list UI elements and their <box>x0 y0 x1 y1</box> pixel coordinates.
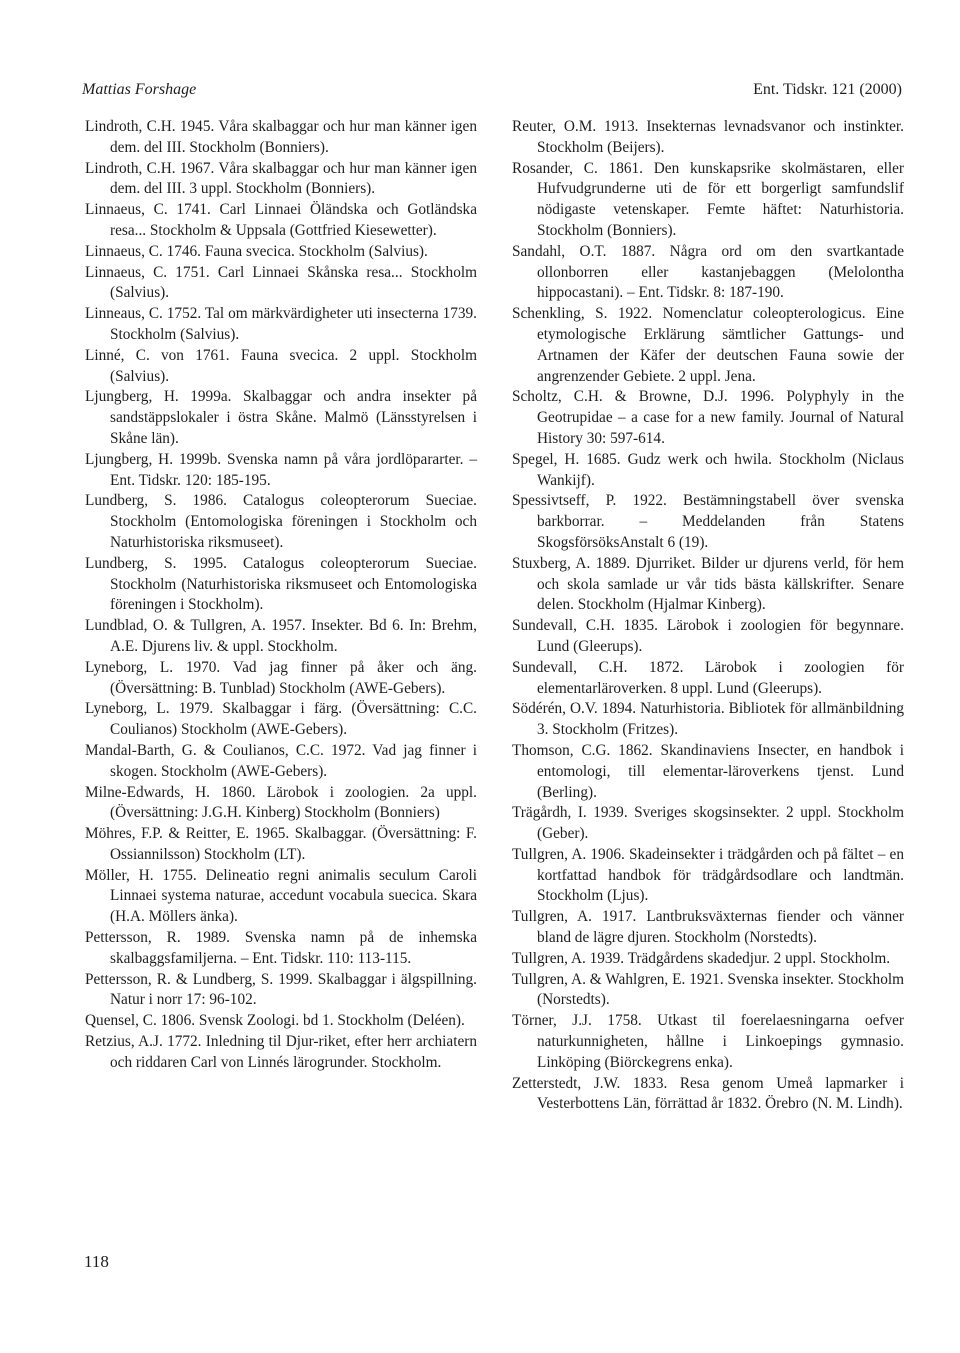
reference-entry: Lundberg, S. 1986. Catalogus coleopterorum Sueciae. Stockholm (Entomologiska föreningen i Stockholm och Naturhistoriska riksmuseet). <box>85 492 477 551</box>
reference-entry: Ljungberg, H. 1999b. Svenska namn på våra jordlöpararter. – Ent. Tidskr. 120: 185-195. <box>85 450 477 489</box>
reference-entry: Linneaus, C. 1752. Tal om märkvärdigheter uti insecterna 1739. Stockholm (Salvius). <box>85 305 477 343</box>
reference-entry: Pettersson, R. & Lundberg, S. 1999. Skalbaggar i älgspillning. Natur i norr 17: 96-102. <box>85 970 477 1009</box>
running-head-journal: Ent. Tidskr. 121 (2000) <box>753 81 902 98</box>
reference-entry: Sundevall, C.H. 1835. Lärobok i zoologien för begynnare. Lund (Gleerups). <box>512 617 904 655</box>
reference-entry: Södérén, O.V. 1894. Naturhistoria. Bibliotek för allmänbildning 3. Stockholm (Fritzes). <box>512 700 904 739</box>
reference-entry: Tullgren, A. 1906. Skadeinsekter i trädgården och på fältet – en kortfattad handbok för trädgårdsodlare och landtmän. Stockholm (Ljus). <box>512 845 904 905</box>
reference-entry: Lundblad, O. & Tullgren, A. 1957. Insekter. Bd 6. In: Brehm, A.E. Djurens liv. & uppl. Stockholm. <box>85 617 477 655</box>
reference-entry: Stuxberg, A. 1889. Djurriket. Bilder ur djurens verld, för hem och skola samlade ur vår tids bästa källskrifter. Senare delen. Stockholm (Hjalmar Kinberg). <box>512 554 904 614</box>
reference-entry: Pettersson, R. 1989. Svenska namn på de inhemska skalbaggsfamiljerna. – Ent. Tidskr. 110: 113-115. <box>85 929 477 967</box>
page-number: 118 <box>84 1252 109 1271</box>
references-right-column <box>512 117 904 1115</box>
reference-entry: Trägårdh, I. 1939. Sveriges skogsinsekter. 2 uppl. Stockholm (Geber). <box>512 804 904 843</box>
reference-entry: Tullgren, A. & Wahlgren, E. 1921. Svenska insekter. Stockholm (Norstedts). <box>512 970 904 1009</box>
reference-entry: Reuter, O.M. 1913. Insekternas levnadsvanor och instinkter. Stockholm (Beijers). <box>512 118 904 156</box>
reference-entry: Lyneborg, L. 1970. Vad jag finner på åker och äng. (Översättning: B. Tunblad) Stockholm (AWE-Gebers). <box>85 658 477 697</box>
references-left-column <box>85 117 477 1074</box>
reference-entry: Retzius, A.J. 1772. Inledning til Djur-riket, efter herr archiatern och riddaren Carl von Linnés lärogrunder. Stockholm. <box>85 1033 477 1071</box>
reference-entry: Sundevall, C.H. 1872. Lärobok i zoologien för elementarläroverken. 8 uppl. Lund (Gleerups). <box>512 658 904 697</box>
reference-entry: Milne-Edwards, H. 1860. Lärobok i zoologien. 2a uppl. (Översättning: J.G.H. Kinberg) Stockholm (Bonniers) <box>85 783 477 822</box>
reference-entry: Thomson, C.G. 1862. Skandinaviens Insecter, en handbok i entomologi, till elementar-läroverkens tjenst. Lund (Berling). <box>512 741 904 801</box>
reference-entry: Linnaeus, C. 1751. Carl Linnaei Skånska resa... Stockholm (Salvius). <box>85 263 477 302</box>
reference-entry: Spessivtseff, P. 1922. Bestämningstabell över svenska barkborrar. – Meddelanden från Statens SkogsförsöksAnstalt 6 (19). <box>512 492 904 551</box>
reference-entry: Lyneborg, L. 1979. Skalbaggar i färg. (Översättning: C.C. Coulianos) Stockholm (AWE-Gebers). <box>85 700 477 739</box>
reference-entry: Tullgren, A. 1939. Trädgårdens skadedjur. 2 uppl. Stockholm. <box>512 949 891 967</box>
reference-entry: Schenkling, S. 1922. Nomenclatur coleopterologicus. Eine etymologische Erklärung sämtlicher Gattungs- und Artnamen der Käfer der deutschen Fauna sowie der angrenzender Gebiete. 2 uppl. Jena. <box>512 305 904 385</box>
reference-entry: Mandal-Barth, G. & Coulianos, C.C. 1972. Vad jag finner i skogen. Stockholm (AWE-Gebers). <box>85 741 477 780</box>
reference-entry: Linné, C. von 1761. Fauna svecica. 2 uppl. Stockholm (Salvius). <box>85 346 477 385</box>
reference-entry: Tullgren, A. 1917. Lantbruksväxternas fiender och vänner bland de lägre djuren. Stockholm (Norstedts). <box>512 908 904 947</box>
reference-entry: Scholtz, C.H. & Browne, D.J. 1996. Polyphyly in the Geotrupidae – a case for a new family. Journal of Natural History 30: 597-614. <box>512 388 904 447</box>
reference-entry: Lundberg, S. 1995. Catalogus coleopterorum Sueciae. Stockholm (Naturhistoriska riksmuseet och Entomologiska föreningen i Stockholm). <box>85 554 477 614</box>
reference-entry: Zetterstedt, J.W. 1833. Resa genom Umeå lapmarker i Vesterbottens Län, förrättad år 1832. Örebro (N. M. Lindh). <box>512 1074 904 1113</box>
running-head-author: Mattias Forshage <box>82 81 197 98</box>
reference-entry: Möller, H. 1755. Delineatio regni animalis seculum Caroli Linnaei systema naturae, accedunt vocabula suecica. Skara (H.A. Möllers änka). <box>85 866 477 926</box>
reference-entry: Lindroth, C.H. 1945. Våra skalbaggar och hur man känner igen dem. del III. Stockholm (Bonniers). <box>85 118 477 156</box>
reference-entry: Ljungberg, H. 1999a. Skalbaggar och andra insekter på sandstäppslokaler i östra Skåne. Malmö (Länsstyrelsen i Skåne län). <box>85 388 477 447</box>
reference-entry: Linnaeus, C. 1741. Carl Linnaei Öländska och Gotländska resa... Stockholm & Uppsala (Gottfried Kiesewetter). <box>85 201 477 239</box>
reference-entry: Sandahl, O.T. 1887. Några ord om den svartkantade ollonborren eller kastanjebaggen (Melolontha hippocastani). – Ent. Tidskr. 8: 187-190. <box>512 242 904 302</box>
reference-entry: Lindroth, C.H. 1967. Våra skalbaggar och hur man känner igen dem. del III. 3 uppl. Stockholm (Bonniers). <box>85 159 477 198</box>
reference-entry: Spegel, H. 1685. Gudz werk och hwila. Stockholm (Niclaus Wankijf). <box>512 450 904 489</box>
reference-entry: Quensel, C. 1806. Svensk Zoologi. bd 1. Stockholm (Deléen). <box>85 1012 465 1030</box>
reference-entry: Törner, J.J. 1758. Utkast til foerelaesningarna oefver naturkunnigheten, hållne i Linkoepings gymnasio. Linköping (Biörckegrens enka). <box>512 1012 904 1071</box>
reference-entry: Rosander, C. 1861. Den kunskapsrike skolmästaren, eller Hufvudgrunderne uti de för ett borgerligt samfundslif nödigaste vetenskaper. Femte häftet: Naturhistoria. Stockholm (Bonniers). <box>512 159 904 239</box>
reference-entry: Möhres, F.P. & Reitter, E. 1965. Skalbaggar. (Översättning: F. Ossiannilsson) Stockholm (LT). <box>85 825 477 863</box>
reference-entry: Linnaeus, C. 1746. Fauna svecica. Stockholm (Salvius). <box>85 242 428 260</box>
